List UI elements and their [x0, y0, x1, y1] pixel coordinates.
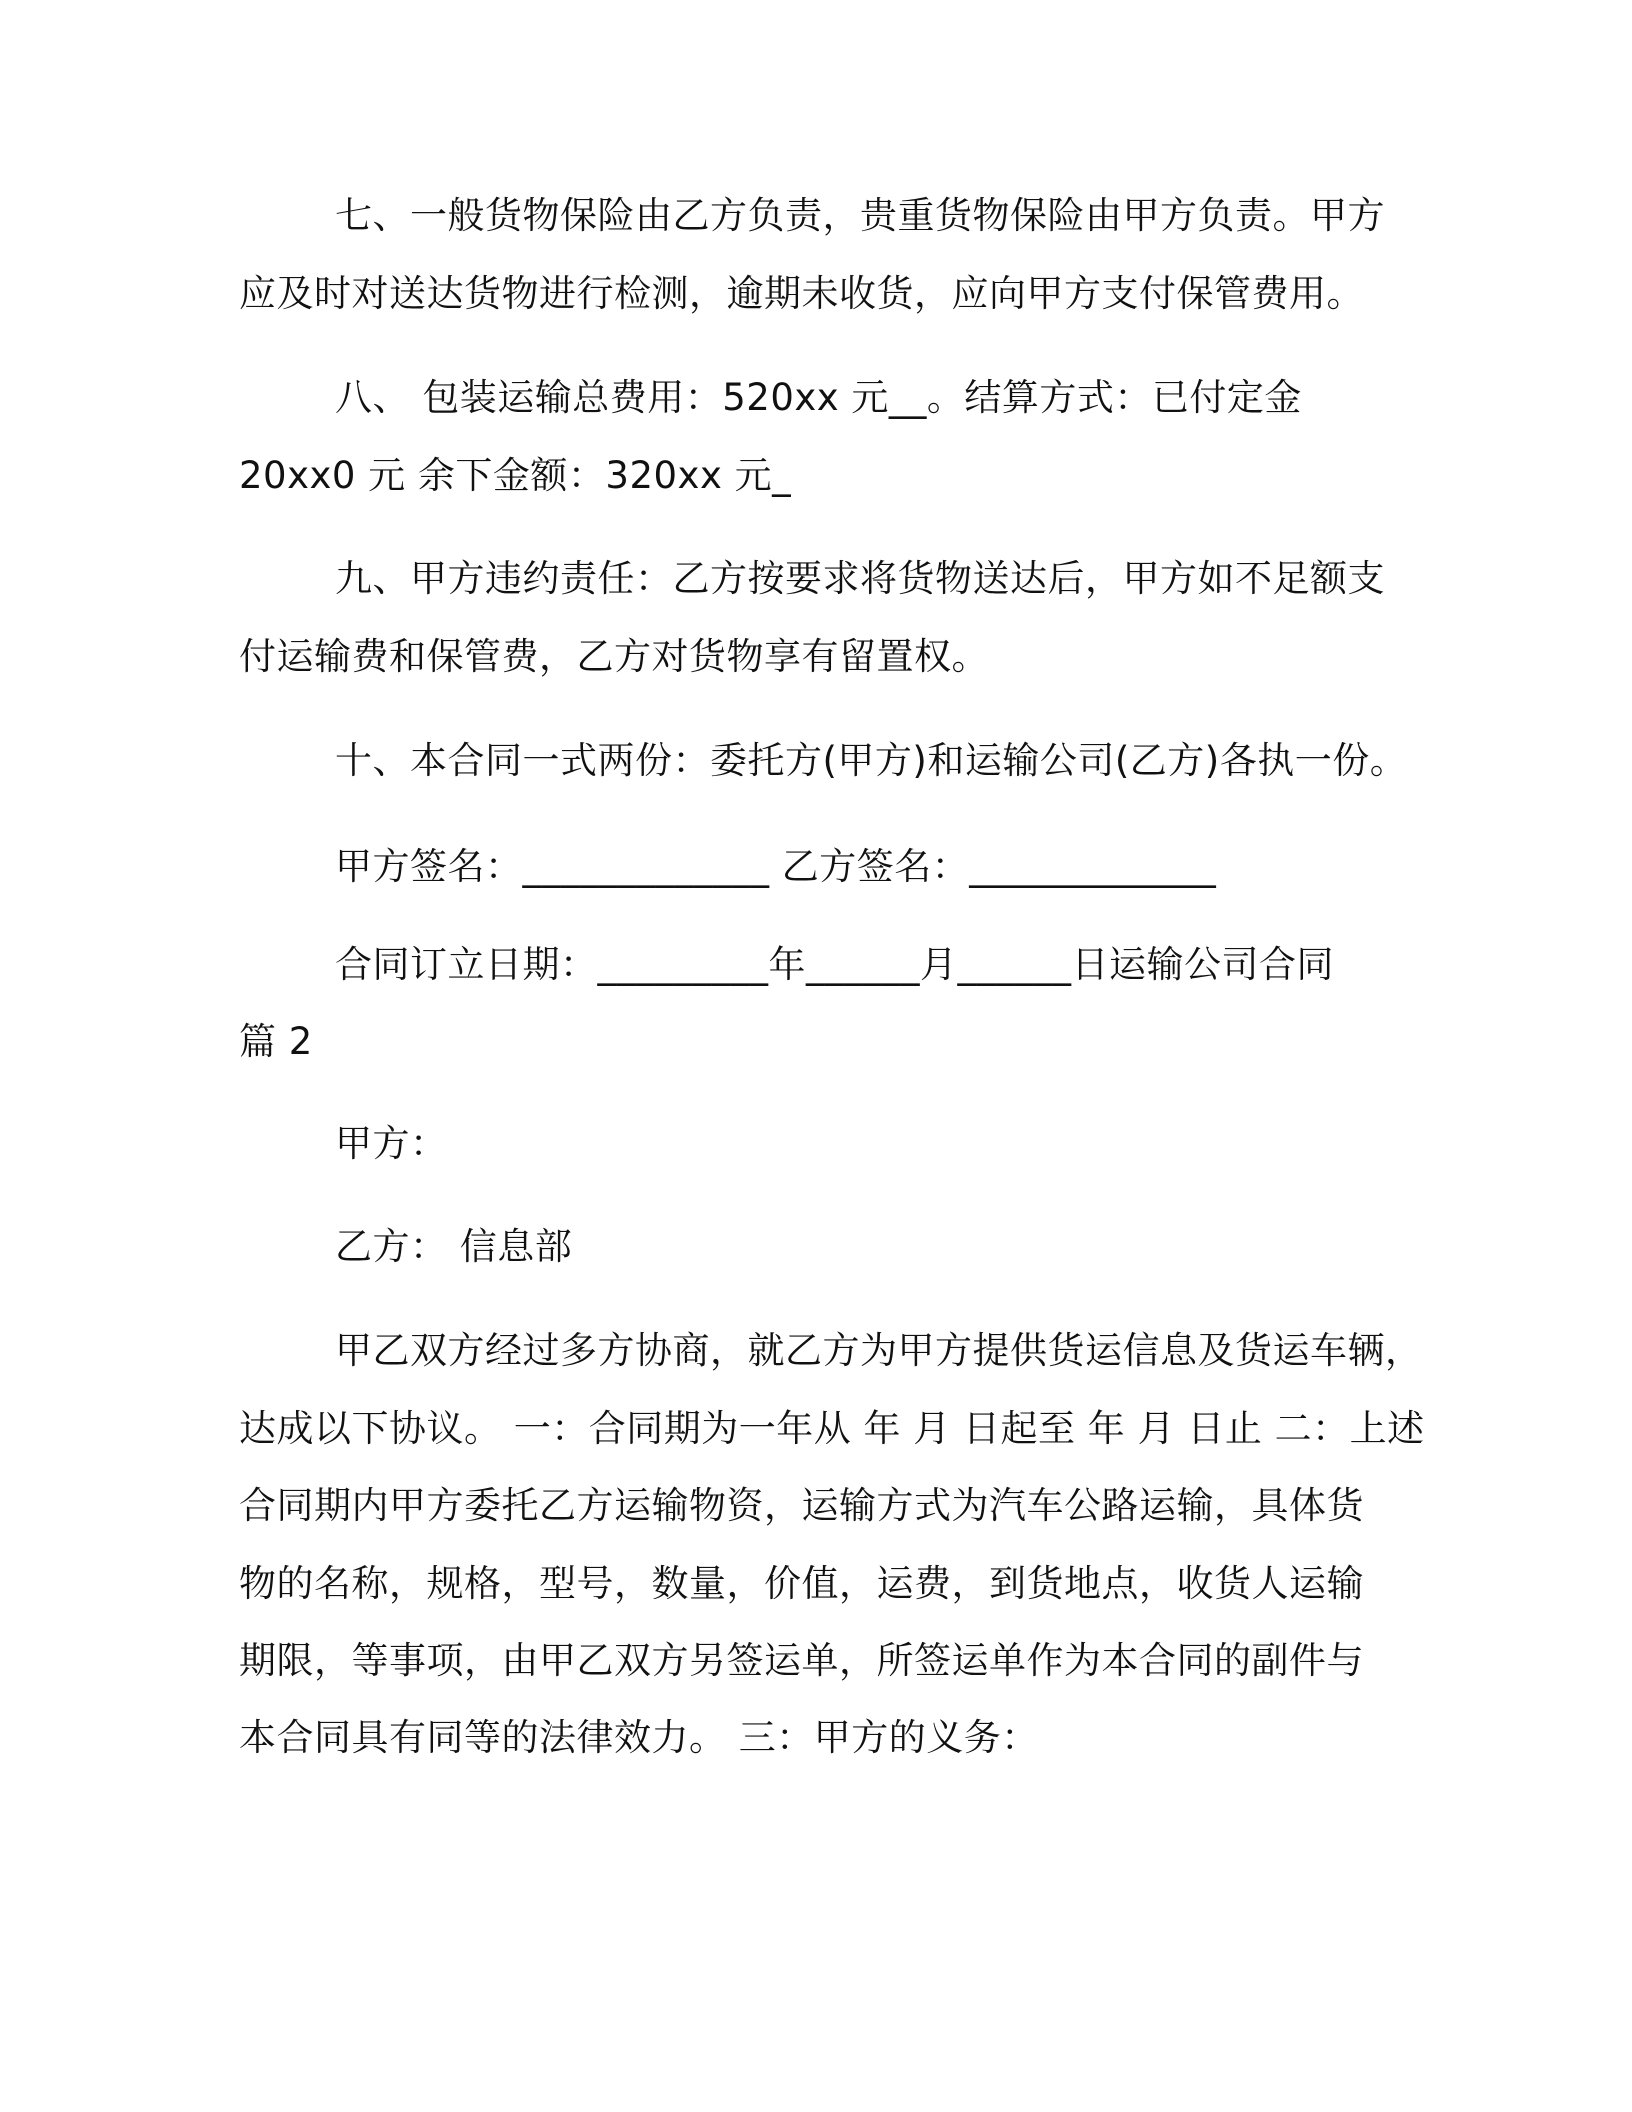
clause-10-line: 十、本合同一式两份：委托方(甲方)和运输公司(乙方)各执一份。 — [335, 739, 1408, 782]
agreement-intro-line-3: 合同期内甲方委托乙方运输物资，运输方式为汽车公路运输，具体货 — [239, 1484, 1364, 1527]
clause-8-line-2: 20xx0 元 余下金额：320xx 元_ — [239, 454, 792, 497]
part-2-label: 篇 2 — [239, 1020, 313, 1063]
party-a-label: 甲方： — [335, 1122, 448, 1165]
clause-9-line-1: 九、甲方违约责任：乙方按要求将货物送达后，甲方如不足额支 — [335, 557, 1385, 600]
clause-7-line-1: 七、一般货物保险由乙方负责，贵重货物保险由甲方负责。甲方 — [335, 194, 1385, 237]
signature-line: 甲方签名：_____________ 乙方签名：_____________ — [335, 845, 1217, 888]
agreement-intro-line-1: 甲乙双方经过多方协商，就乙方为甲方提供货运信息及货运车辆， — [335, 1329, 1423, 1372]
clause-8-line-1: 八、 包装运输总费用：520xx 元__。结算方式：已付定金 — [335, 376, 1302, 419]
clause-9-line-2: 付运输费和保管费，乙方对货物享有留置权。 — [239, 635, 989, 678]
agreement-intro-line-4: 物的名称，规格，型号，数量，价值，运费，到货地点，收货人运输 — [239, 1562, 1364, 1605]
agreement-intro-line-2: 达成以下协议。 一：合同期为一年从 年 月 日起至 年 月 日止 二：上述 — [239, 1407, 1425, 1450]
clause-7-line-2: 应及时对送达货物进行检测，逾期未收货，应向甲方支付保管费用。 — [239, 272, 1364, 315]
contract-date-line: 合同订立日期：_________年______月______日运输公司合同 — [335, 943, 1334, 986]
agreement-intro-line-5: 期限，等事项，由甲乙双方另签运单，所签运单作为本合同的副件与 — [239, 1639, 1364, 1682]
agreement-intro-line-6: 本合同具有同等的法律效力。 三：甲方的义务： — [239, 1716, 1039, 1759]
party-b-label: 乙方： 信息部 — [335, 1225, 573, 1268]
